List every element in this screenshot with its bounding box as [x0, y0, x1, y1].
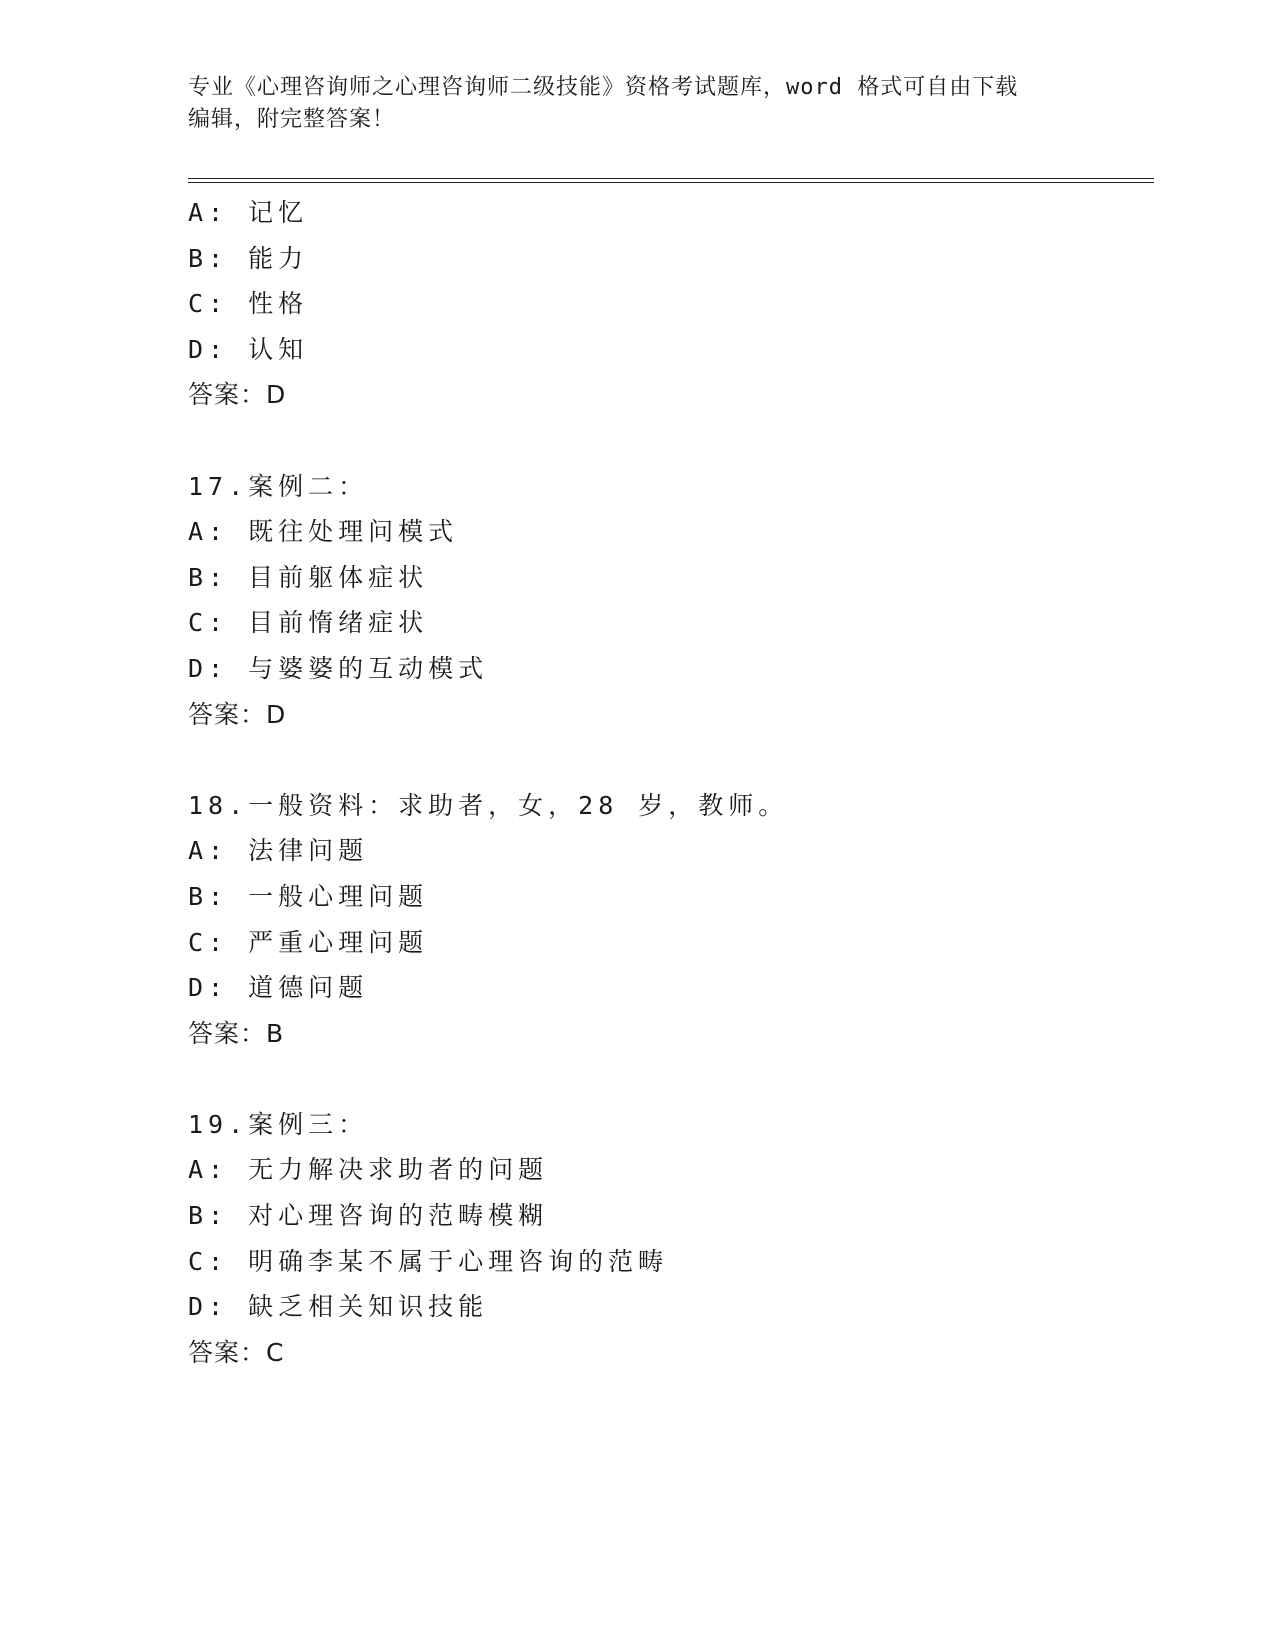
option-a: A: 记忆: [188, 198, 309, 227]
header-line-1: 专业《心理咨询师之心理咨询师二级技能》资格考试题库，word 格式可自由下载: [188, 75, 1019, 100]
question-block-18: [188, 783, 1148, 1057]
answer: 答案：C: [188, 1337, 285, 1367]
answer: 答案：B: [188, 1018, 285, 1048]
answer: 答案：D: [188, 699, 287, 729]
option-b: B: 能力: [188, 243, 309, 273]
answer: 答案：D: [188, 380, 287, 410]
question-text: 18.一般资料：求助者，女，28 岁，教师。: [188, 790, 789, 820]
option-d: D: 缺乏相关知识技能: [188, 1292, 489, 1322]
option-d: D: 认知: [188, 334, 309, 364]
header-line-2: 编辑，附完整答案！: [188, 107, 396, 132]
option-a: A: 无力解决求助者的问题: [188, 1155, 549, 1185]
question-text: 19.案例三：: [188, 1109, 369, 1139]
header-divider-top: [188, 178, 1154, 179]
option-d: D: 道德问题: [188, 973, 369, 1003]
question-block-16: [188, 190, 1148, 418]
option-a: A: 既往处理问模式: [188, 517, 459, 547]
spacer: [188, 1056, 1148, 1102]
spacer: [188, 737, 1148, 783]
document-header: [188, 72, 1088, 136]
option-c: C: 性格: [188, 289, 309, 319]
option-d: D: 与婆婆的互动模式: [188, 653, 489, 683]
option-b: B: 目前躯体症状: [188, 562, 429, 592]
question-block-19: [188, 1102, 1148, 1376]
question-block-17: [188, 464, 1148, 738]
option-c: C: 目前惰绪症状: [188, 608, 429, 638]
option-a: A: 法律问题: [188, 836, 369, 866]
question-list: [188, 190, 1148, 1375]
spacer: [188, 418, 1148, 464]
option-c: C: 明确李某不属于心理咨询的范畴: [188, 1246, 669, 1276]
option-b: B: 一般心理问题: [188, 881, 429, 911]
question-text: 17.案例二：: [188, 471, 369, 501]
option-c: C: 严重心理问题: [188, 927, 429, 957]
header-divider-bottom: [188, 182, 1154, 183]
option-b: B: 对心理咨询的范畴模糊: [188, 1201, 549, 1231]
